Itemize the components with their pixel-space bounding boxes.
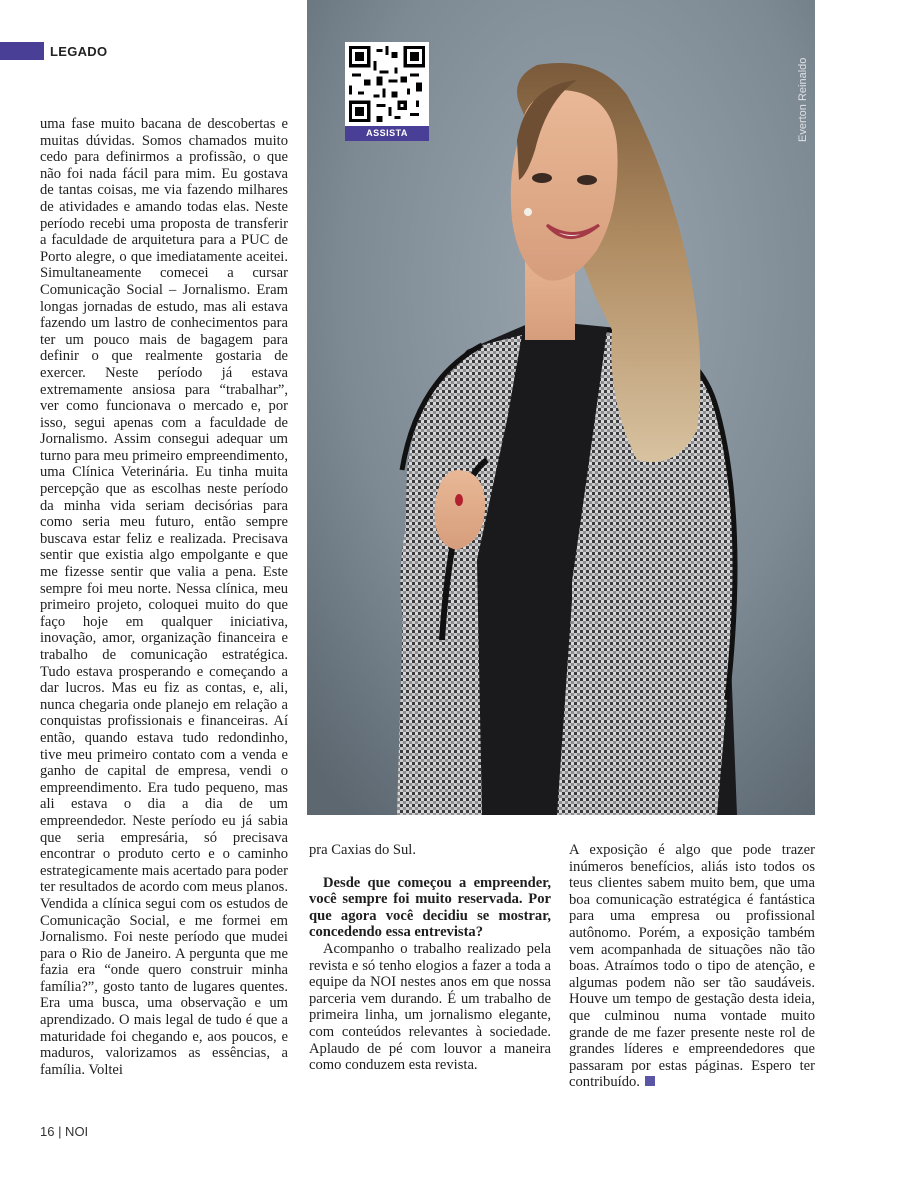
article-column-2 xyxy=(309,842,551,1074)
end-of-article-mark xyxy=(645,1076,655,1086)
photo-credit-text: Everton Reinaldo xyxy=(797,57,809,142)
section-accent-bar xyxy=(0,42,44,60)
article-column-1 xyxy=(40,116,288,1078)
page-folio: 16 | NOI xyxy=(40,1124,89,1139)
qr-caption: ASSISTA xyxy=(345,126,429,141)
qr-code[interactable] xyxy=(345,42,429,126)
article-paragraph: pra Caxias do Sul. xyxy=(309,842,417,858)
article-column-3 xyxy=(569,842,815,1091)
interview-question: Desde que começou a empreender, você sempre foi muito reservada. Por que agora você decidiu se mostrar, concedendo essa entrevista? xyxy=(309,874,551,941)
interview-answer: Acompanho o trabalho realizado pela revista e só tenho elogios a fazer a toda a equipe da NOI nestes anos em que nossa parceria vem durando. É um trabalho de primeira linha, um jornalismo elegante, com conteúdos relevantes à sociedade. Aplaudo de pé com louvor a maneira como conduzem esta revista. xyxy=(309,940,551,1074)
section-label: LEGADO xyxy=(50,44,108,59)
article-paragraph: uma fase muito bacana de descobertas e muitas dúvidas. Somos chamados muito cedo para definirmos a profissão, o que não foi nada fácil para mim. Eu gostava de tantas coisas, me via fazendo milhares de atividades e amando todas elas. Neste período recebi uma proposta de transferir a faculdade de arquitetura para a PUC de Porto alegre, o que imediatamente aceitei. Simultaneamente comecei a cursar Comunicação Social – Jornalismo. Eram longas jornadas de estudo, mas ali estava fazendo um lastro de conhecimentos para ter um pouco mais de bagagem para definir o que realmente gostaria de exercer. Neste período já estava extremamente ansiosa para “trabalhar”, ver como funcionava o mercado e, por isso, segui apenas com a faculdade de Jornalismo. Assim consegui adequar um turno para meu primeiro empreendimento, uma Clínica Veterinária. Eu tinha muita percepção que as escolhas neste período da minha vida seriam decisórias para como seria meu futuro, então sempre buscava estar feliz e realizada. Precisava sentir que existia algo empolgante e que me fizesse sentir que valia a pena. Este sempre foi meu norte. Nessa clínica, meu primeiro projeto, coloquei muito do que faço hoje em qualquer iniciativa, inovação, amor, organização financeira e trabalho de comunicação estratégica. Tudo estava prosperando e começando a dar lucros. Mas eu fiz as contas, e, ali, nunca chegaria onde planejo em relação a conquistas profissionais e financeiras. Aí então, quando estava tudo redondinho, tive meu primeiro contato com a venda e ganho de capital de empresa, vendi o empreendimento. Era tudo pequeno, mas ali estava o dia a dia de um empreendedor. Neste período eu já sabia que seria empresária, só precisava encontrar o produto certo e o caminho estrategicamente mais acertado para poder ter resultados de acordo com meus planos. Vendida a clínica segui com os estudos de Comunicação Social, e me formei em Jornalismo. Foi neste período que mudei para o Rio de Janeiro. A pergunta que me fazia era “onde quero construir minha família?”, gosto tanto de lugares quentes. Era uma busca, uma observação e um aprendizado. O mais legal de tudo é que a maturidade foi chegando e, aos poucos, e maduros, valorizamos as essências, a família. Voltei xyxy=(40,116,288,1078)
answer-text: A exposição é algo que pode trazer inúmeros benefícios, aliás isto todos os teus clientes sabem muito bem, que uma boa comunicação estratégica é fantástica para uma empresa ou profissional autônomo. Porém, a exposição também vem acompanhada de situações não tão boas. Atraímos todo o tipo de atenção, e algumas podem não ser tão saudáveis. Houve um tempo de gestação desta ideia, que culminou numa vontade muito grande de me fazer presente neste rol de grandes líderes e empreendedores que passaram por estas páginas. Espero ter contribuído. xyxy=(569,842,815,1091)
interview-answer-continued xyxy=(569,842,815,1091)
